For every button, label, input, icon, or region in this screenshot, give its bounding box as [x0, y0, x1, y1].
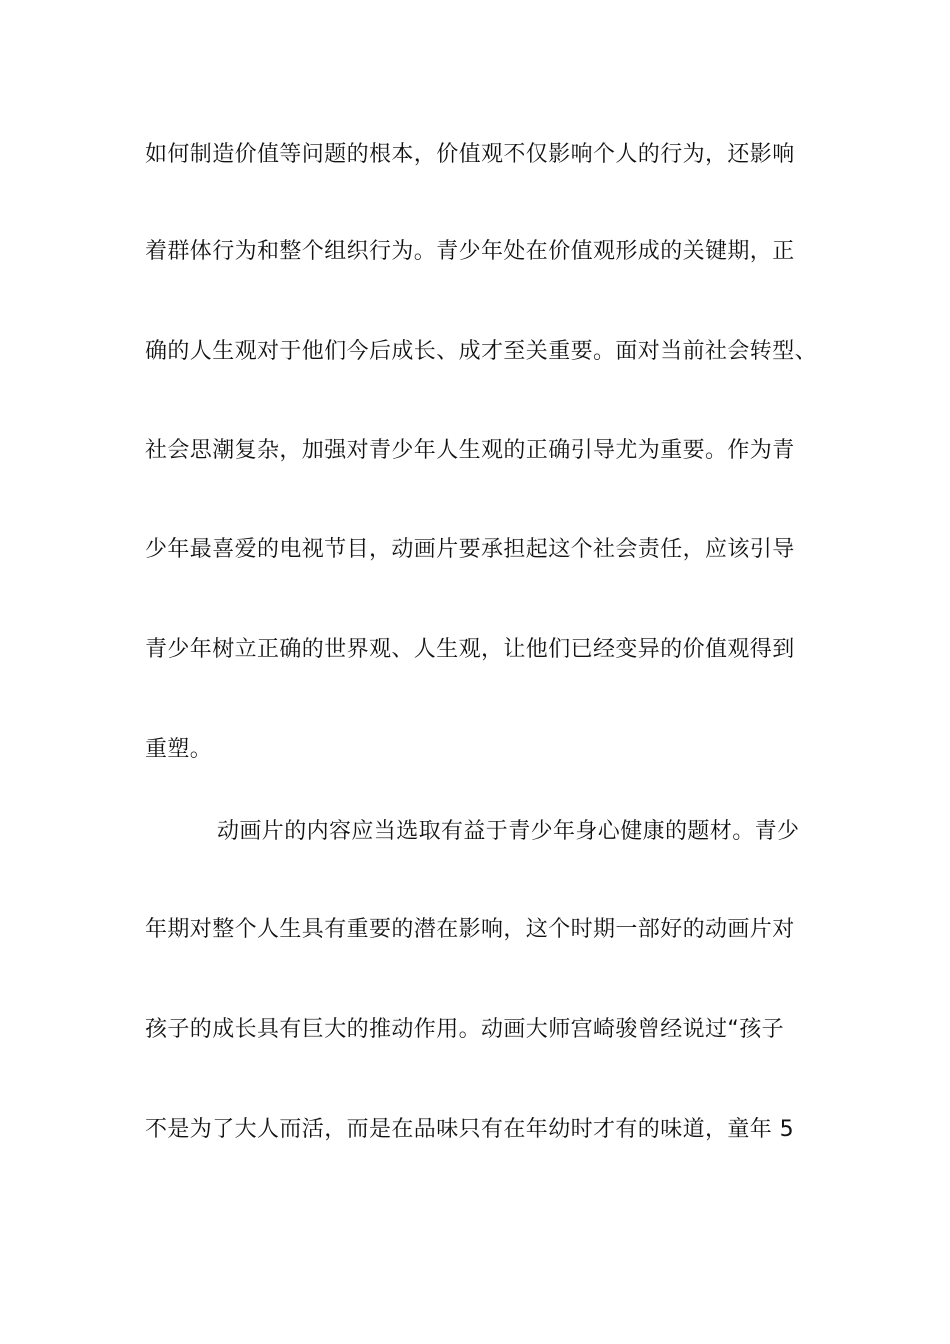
- paragraph-2-line-4: 不是为了大人而活，而是在品味只有在年幼时才有的味道，童年 5: [145, 1117, 794, 1142]
- paragraph-1-line-7: 重塑。: [145, 737, 213, 762]
- paragraph-2-line-1: 动画片的内容应当选取有益于青少年身心健康的题材。青少: [217, 819, 800, 844]
- paragraph-2-line-2: 年期对整个人生具有重要的潜在影响，这个时期一部好的动画片对: [145, 917, 795, 942]
- paragraph-1-line-3: 确的人生观对于他们今后成长、成才至关重要。面对当前社会转型、: [145, 339, 818, 364]
- paragraph-1-line-1: 如何制造价值等问题的根本，价值观不仅影响个人的行为，还影响: [145, 142, 795, 167]
- paragraph-2-line-3: 孩子的成长具有巨大的推动作用。动画大师宫崎骏曾经说过“孩子: [145, 1017, 784, 1042]
- paragraph-1-line-6: 青少年树立正确的世界观、人生观，让他们已经变异的价值观得到: [145, 637, 795, 662]
- paragraph-1-line-4: 社会思潮复杂，加强对青少年人生观的正确引导尤为重要。作为青: [145, 438, 795, 463]
- paragraph-1-line-2: 着群体行为和整个组织行为。青少年处在价值观形成的关键期，正: [145, 239, 795, 264]
- paragraph-1-line-5: 少年最喜爱的电视节目，动画片要承担起这个社会责任，应该引导: [145, 537, 795, 562]
